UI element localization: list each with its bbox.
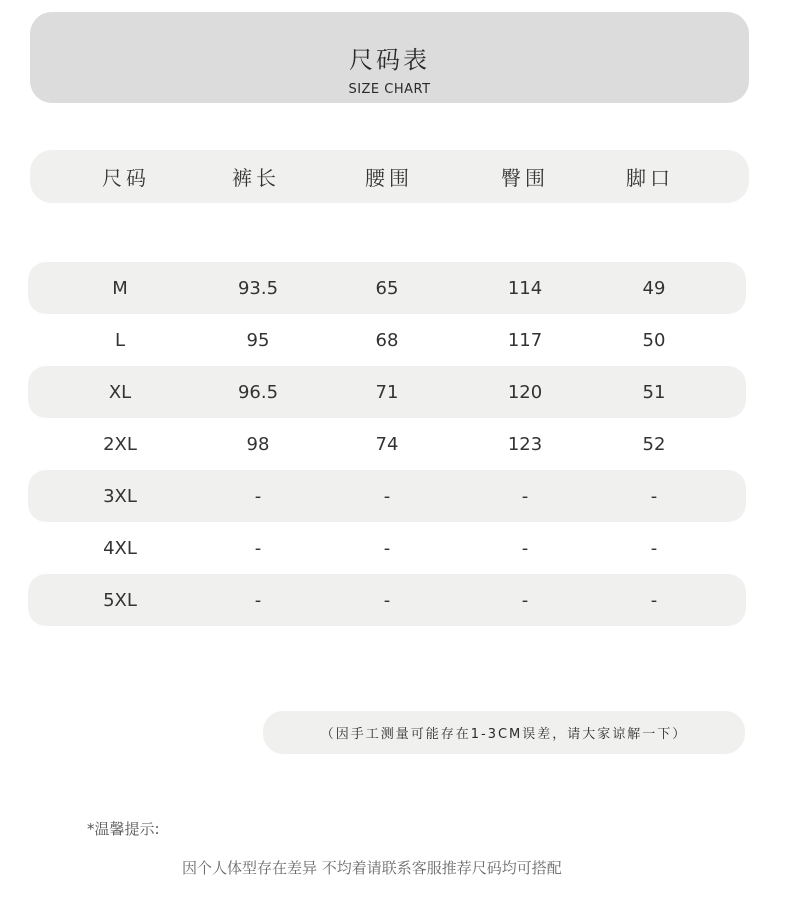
cell-hip: -: [521, 485, 529, 507]
size-chart-title-banner: [30, 12, 749, 103]
cell-pants-length: 95: [246, 329, 270, 351]
table-row: [28, 522, 746, 574]
table-header: [30, 150, 749, 203]
tips-text: 因个人体型存在差异 不均着请联系客服推荐尺码均可搭配: [182, 859, 562, 877]
cell-hip: -: [521, 589, 529, 611]
cell-waist: -: [383, 485, 391, 507]
cell-size: 2XL: [103, 433, 137, 455]
cell-leg-opening: -: [650, 537, 658, 559]
cell-leg-opening: 51: [642, 381, 666, 403]
table-row: [28, 418, 746, 470]
cell-pants-length: -: [254, 537, 262, 559]
table-row: [28, 470, 746, 522]
cell-waist: 74: [375, 433, 399, 455]
cell-hip: 120: [507, 381, 543, 403]
header-waist: 腰围: [365, 166, 413, 190]
table-row: [28, 366, 746, 418]
header-pants-length: 裤长: [232, 166, 280, 190]
cell-size: 3XL: [103, 485, 137, 507]
cell-waist: 71: [375, 381, 399, 403]
cell-waist: -: [383, 589, 391, 611]
table-row: [28, 574, 746, 626]
cell-waist: -: [383, 537, 391, 559]
cell-size: M: [112, 277, 128, 299]
cell-hip: 123: [507, 433, 543, 455]
cell-pants-length: -: [254, 485, 262, 507]
cell-pants-length: -: [254, 589, 262, 611]
title-english: SIZE CHART: [348, 82, 431, 97]
header-leg-opening: 脚口: [626, 166, 674, 190]
cell-pants-length: 93.5: [237, 277, 279, 299]
cell-size: 4XL: [103, 537, 137, 559]
cell-leg-opening: 52: [642, 433, 666, 455]
cell-leg-opening: 50: [642, 329, 666, 351]
table-row: [28, 262, 746, 314]
cell-leg-opening: -: [650, 589, 658, 611]
header-hip: 臀围: [501, 166, 549, 190]
cell-size: XL: [108, 381, 132, 403]
cell-waist: 68: [375, 329, 399, 351]
cell-pants-length: 96.5: [237, 381, 279, 403]
cell-hip: 117: [507, 329, 543, 351]
title-chinese: 尺码表: [349, 46, 430, 74]
cell-hip: 114: [507, 277, 543, 299]
cell-leg-opening: 49: [642, 277, 666, 299]
tips-title: *温馨提示:: [87, 820, 160, 838]
cell-size: L: [114, 329, 126, 351]
cell-waist: 65: [375, 277, 399, 299]
table-row: [28, 314, 746, 366]
size-table-body: [28, 262, 746, 626]
cell-size: 5XL: [103, 589, 137, 611]
cell-hip: -: [521, 537, 529, 559]
measurement-error-note: （因手工测量可能存在1-3CM误差，请大家谅解一下）: [263, 711, 745, 754]
header-size: 尺码: [102, 166, 150, 190]
cell-pants-length: 98: [246, 433, 270, 455]
cell-leg-opening: -: [650, 485, 658, 507]
